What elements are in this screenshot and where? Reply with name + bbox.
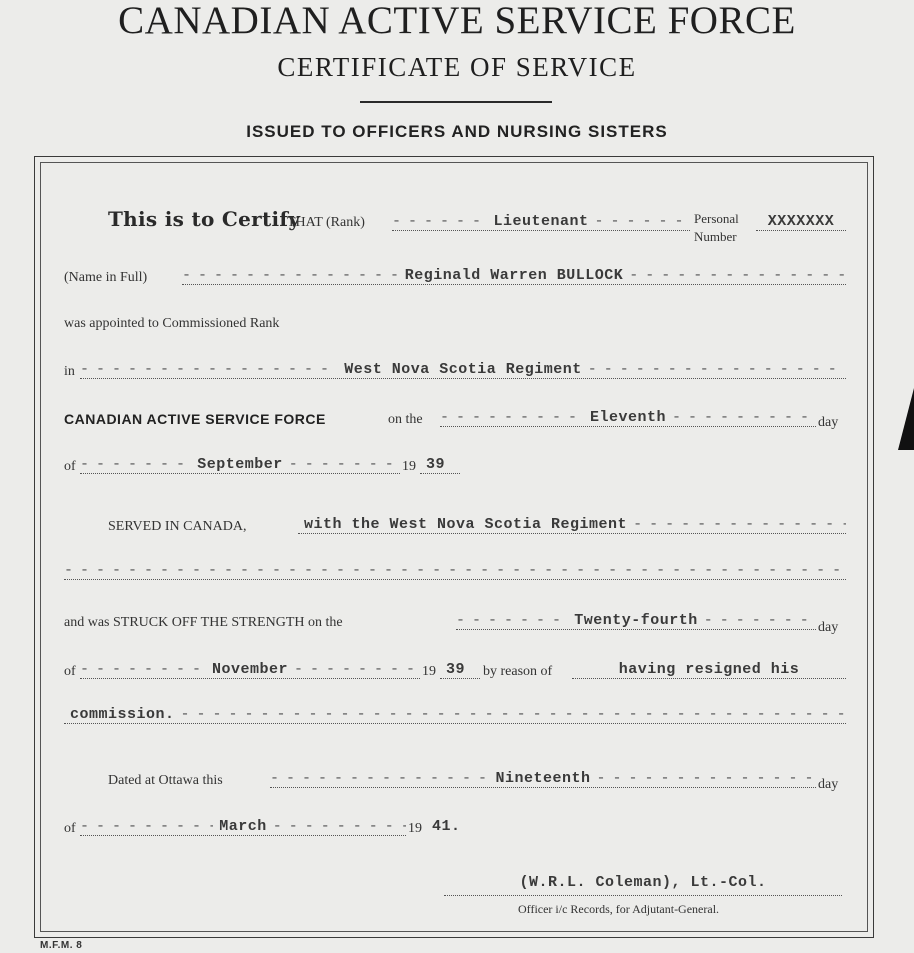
- personal-number-value: XXXXXXX: [767, 213, 835, 230]
- struck-day-field: [456, 611, 816, 630]
- struck-month-field: [80, 660, 420, 679]
- appointed-year-value: 39: [426, 456, 446, 473]
- issued-to-heading: ISSUED TO OFFICERS AND NURSING SISTERS: [246, 122, 668, 141]
- struck-year-value: 39: [446, 661, 466, 678]
- document-subtitle: CERTIFICATE OF SERVICE: [277, 52, 637, 82]
- year-prefix-1: 19: [402, 459, 416, 474]
- struck-day-value: Twenty-fourth: [574, 612, 698, 629]
- signature-field: [444, 873, 842, 891]
- name-label: (Name in Full): [64, 270, 148, 285]
- appointed-month-value: September: [197, 456, 283, 473]
- of-label-2: of: [64, 664, 76, 679]
- on-the-label: on the: [388, 412, 423, 427]
- of-label-1: of: [64, 459, 76, 474]
- officer-label: Officer i/c Records, for Adjutant-General.: [518, 902, 720, 916]
- certify-label: This is to Certify: [108, 207, 301, 231]
- appointed-day-field: [440, 408, 816, 427]
- regiment-value: West Nova Scotia Regiment: [344, 361, 582, 378]
- day-label-2: day: [818, 620, 839, 635]
- dated-day-field: [270, 769, 816, 788]
- dated-day-value: Nineteenth: [495, 770, 591, 787]
- dated-label: Dated at Ottawa this: [108, 773, 223, 788]
- appointed-day-value: Eleventh: [589, 409, 666, 426]
- casf-label: CANADIAN ACTIVE SERVICE FORCE: [64, 411, 326, 427]
- signature-value: (W.R.L. Coleman), Lt.-Col.: [519, 874, 767, 891]
- rank-label: THAT (Rank): [287, 215, 365, 230]
- day-label-1: day: [818, 415, 839, 430]
- dated-month-value: March: [219, 818, 267, 835]
- struck-month-value: November: [211, 661, 288, 678]
- appointed-month-field: [80, 455, 400, 474]
- document-title: CANADIAN ACTIVE SERVICE FORCE: [118, 0, 796, 42]
- title-divider: [360, 101, 552, 103]
- number-label: Number: [694, 229, 737, 244]
- year-prefix-3: 19: [408, 821, 422, 836]
- by-reason-label: by reason of: [483, 664, 553, 679]
- struck-label: and was STRUCK OFF THE STRENGTH on the: [64, 615, 343, 630]
- personal-label: Personal: [694, 211, 739, 226]
- in-label: in: [64, 364, 75, 379]
- reason-value-1: having resigned his: [618, 661, 800, 678]
- appointed-year-field: [420, 455, 460, 474]
- of-label-3: of: [64, 821, 76, 836]
- reason-value-2: commission.: [70, 706, 175, 723]
- rank-field: [392, 212, 690, 231]
- regiment-field: [80, 360, 846, 379]
- signature-line: [444, 895, 842, 896]
- name-field: [182, 266, 846, 285]
- dated-year-field: [426, 817, 466, 835]
- served-value: with the West Nova Scotia Regiment: [304, 516, 628, 533]
- name-value: Reginald Warren BULLOCK: [404, 267, 624, 284]
- served-label: SERVED IN CANADA,: [108, 519, 247, 534]
- dated-year-value: 41.: [432, 818, 461, 835]
- struck-year-field: [440, 660, 480, 679]
- year-prefix-2: 19: [422, 664, 436, 679]
- served-field: [298, 515, 846, 534]
- reason-field-1: [572, 660, 846, 679]
- paper-edge-tab: [898, 388, 914, 450]
- reason-field-2: [64, 705, 846, 724]
- dated-month-field: [80, 817, 406, 836]
- appointed-label: was appointed to Commissioned Rank: [64, 316, 280, 331]
- rank-value: Lieutenant: [493, 213, 589, 230]
- personal-number-field: [756, 212, 846, 231]
- form-number: M.F.M. 8: [40, 940, 83, 951]
- day-label-3: day: [818, 777, 839, 792]
- served-continuation-field: [64, 561, 846, 580]
